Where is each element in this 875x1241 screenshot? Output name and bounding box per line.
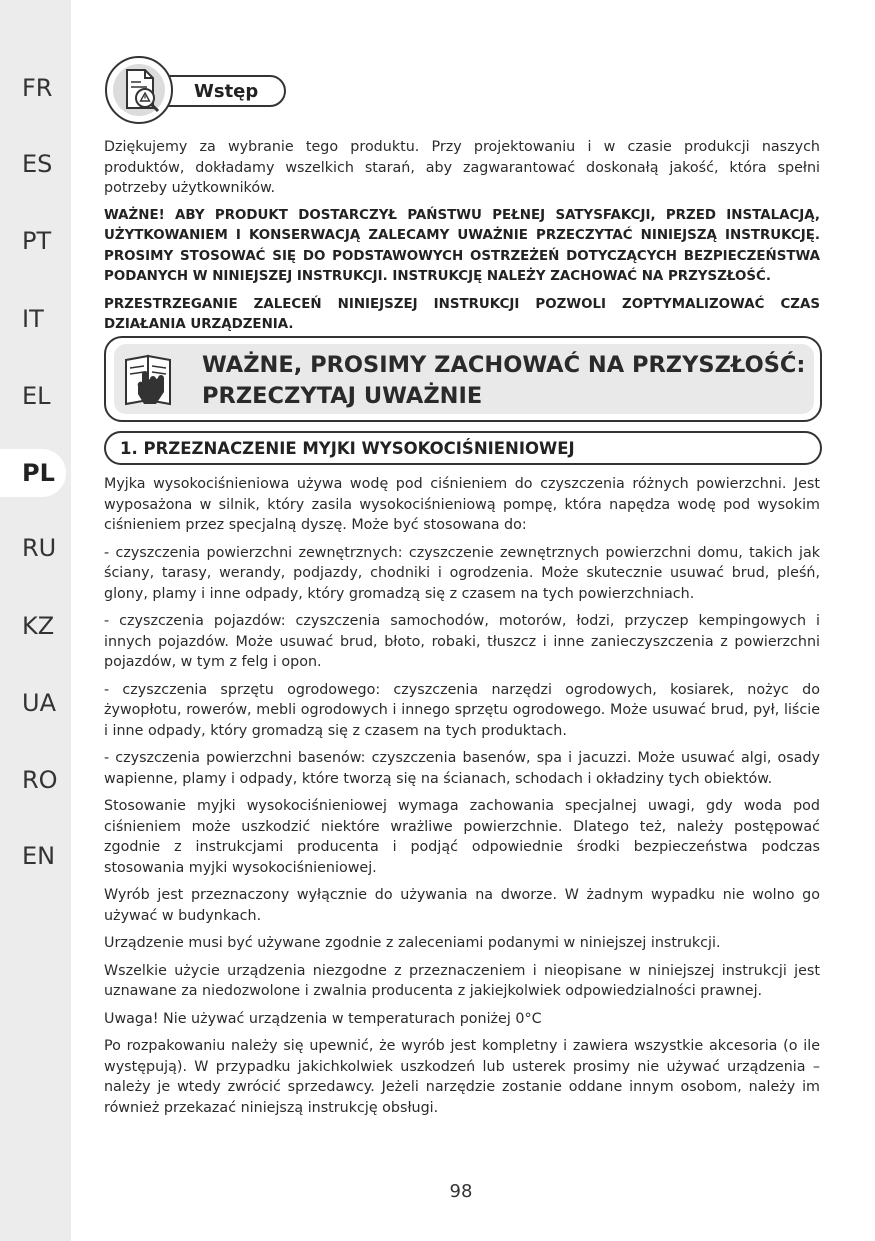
body-paragraph: Uwaga! Nie używać urządzenia w temperaturach poniżej 0°C (104, 1010, 542, 1027)
page-title: Wstęp (194, 81, 259, 102)
body-paragraph: - czyszczenia pojazdów: czyszczenia samochodów, motorów, łodzi, przyczep kempingowych i innych pojazdów. Może usuwać brud, błoto, robaki, tłuszcz i inne zanieczyszczenia z powierzchni pojazdów, w tym z felg i opon. (104, 613, 820, 670)
read-carefully-box (104, 336, 822, 422)
body-paragraph: Po rozpakowaniu należy się upewnić, że wyrób jest kompletny i zawiera wszystkie akcesoria (o ile występują). W przypadku jakichkolwiek uszkodzeń lub usterek prosimy nie używać urządzenia – należy je wtedy zwrócić sprzedawcy. Jeżeli narzędzie zostanie oddane innym osobom, należy im również przekazać niniejszą instrukcję obsługi. (104, 1038, 820, 1116)
lang-tab-es[interactable]: ES (22, 150, 53, 178)
important-notice: WAŻNE! ABY PRODUKT DOSTARCZYŁ PAŃSTWU PEŁNEJ SATYSFAKCJI, PRZED INSTALACJĄ, UŻYTKOWANIEM I KONSERWACJĄ ZALECAMY UWAŻNIE PRZECZYTAĆ NINIEJSZĄ INSTRUKCJĘ. PROSIMY STOSOWAĆ SIĘ DO PODSTAWOWYCH OSTRZEŻEŃ DOTYCZĄCYCH BEZPIECZEŃSTWA PODANYCH W NINIEJSZEJ INSTRUKCJI. INSTRUKCJĘ NALEŻY ZACHOWAĆ NA PRZYSZŁOŚĆ. (104, 207, 820, 284)
read-manual-icon (118, 346, 188, 416)
lang-tab-it[interactable]: IT (22, 305, 44, 333)
lang-tab-fr[interactable]: FR (22, 74, 53, 102)
lang-tab-pt[interactable]: PT (22, 227, 52, 255)
optimization-notice: PRZESTRZEGANIE ZALECEŃ NINIEJSZEJ INSTRUKCJI POZWOLI ZOPTYMALIZOWAĆ CZAS DZIAŁANIA URZĄDZENIA. (104, 296, 820, 332)
lang-tab-en[interactable]: EN (22, 842, 56, 870)
body-paragraph: Wyrób jest przeznaczony wyłącznie do używania na dworze. W żadnym wypadku nie wolno go używać w budynkach. (104, 887, 820, 924)
section-heading: 1. PRZEZNACZENIE MYJKI WYSOKOCIŚNIENIOWEJ (120, 439, 575, 458)
warning-title-line-2: PRZECZYTAJ UWAŻNIE (202, 383, 483, 409)
language-sidebar (0, 0, 71, 1241)
warning-title-line-1: WAŻNE, PROSIMY ZACHOWAĆ NA PRZYSZŁOŚĆ: (202, 352, 806, 378)
body-paragraph: Stosowanie myjki wysokociśnieniowej wymaga zachowania specjalnej uwagi, gdy woda pod ciśnieniem może uszkodzić niektóre wrażliwe powierzchnie. Dlatego też, należy postępować zgodnie z instrukcjami producenta i podjąć odpowiednie środki bezpieczeństwa podczas stosowania myjki wysokociśnieniowej. (104, 798, 820, 876)
lang-tab-el[interactable]: EL (22, 382, 51, 410)
document-warning-icon (105, 56, 173, 124)
lang-tab-pl[interactable]: PL (0, 449, 66, 497)
intro-block (104, 137, 820, 343)
body-paragraph: - czyszczenia sprzętu ogrodowego: czyszczenia narzędzi ogrodowych, kosiarek, nożyc do żywopłotu, rowerów, mebli ogrodowych i innego sprzętu ogrodowego. Może usuwać brud, pył, liście i inne odpady, który gromadzą się z czasem na tych produktach. (104, 681, 820, 739)
intro-paragraph: Dziękujemy za wybranie tego produktu. Przy projektowaniu i w czasie produkcji naszych produktów, dokładamy wszelkich starań, aby zagwarantować doskonałą jakość, która spełni potrzeby użytkowników. (104, 139, 820, 196)
body-paragraph: - czyszczenia powierzchni zewnętrznych: czyszczenie zewnętrznych powierzchni domu, takich jak ściany, tarasy, werandy, podjazdy, chodniki i ogrodzenia. Może skutecznie usuwać brud, pleśń, glony, plamy i inne odpady, który gromadzą się z czasem na tych powierzchniach. (104, 544, 820, 602)
section-heading-pill (104, 431, 822, 465)
lang-tab-ru[interactable]: RU (22, 534, 57, 562)
section-body (104, 474, 820, 1125)
warning-title (202, 350, 805, 412)
page-number: 98 (449, 1181, 473, 1202)
body-paragraph: Myjka wysokociśnieniowa używa wodę pod ciśnieniem do czyszczenia różnych powierzchni. Jest wyposażona w silnik, który zasila wysokociśnieniową pompę, która napędza wodę pod wysokim ciśnieniem przez specjalną dyszę. Może być stosowana do: (104, 476, 820, 533)
lang-tab-kz[interactable]: KZ (22, 612, 55, 640)
body-paragraph: Urządzenie musi być używane zgodnie z zaleceniami podanymi w niniejszej instrukcji. (104, 935, 721, 951)
body-paragraph: - czyszczenia powierzchni basenów: czyszczenia basenów, spa i jacuzzi. Może usuwać algi, osady wapienne, plamy i odpady, które tworzą się na ścianach, schodach i okładziny tych obiektów. (104, 750, 820, 787)
lang-tab-ro[interactable]: RO (22, 766, 58, 794)
body-paragraph: Wszelkie użycie urządzenia niezgodne z przeznaczeniem i nieopisane w niniejszej instrukcji jest uznawane za niedozwolone i zwalnia producenta z jakiejkolwiek odpowiedzialności prawnej. (104, 962, 820, 999)
lang-tab-ua[interactable]: UA (22, 689, 56, 717)
